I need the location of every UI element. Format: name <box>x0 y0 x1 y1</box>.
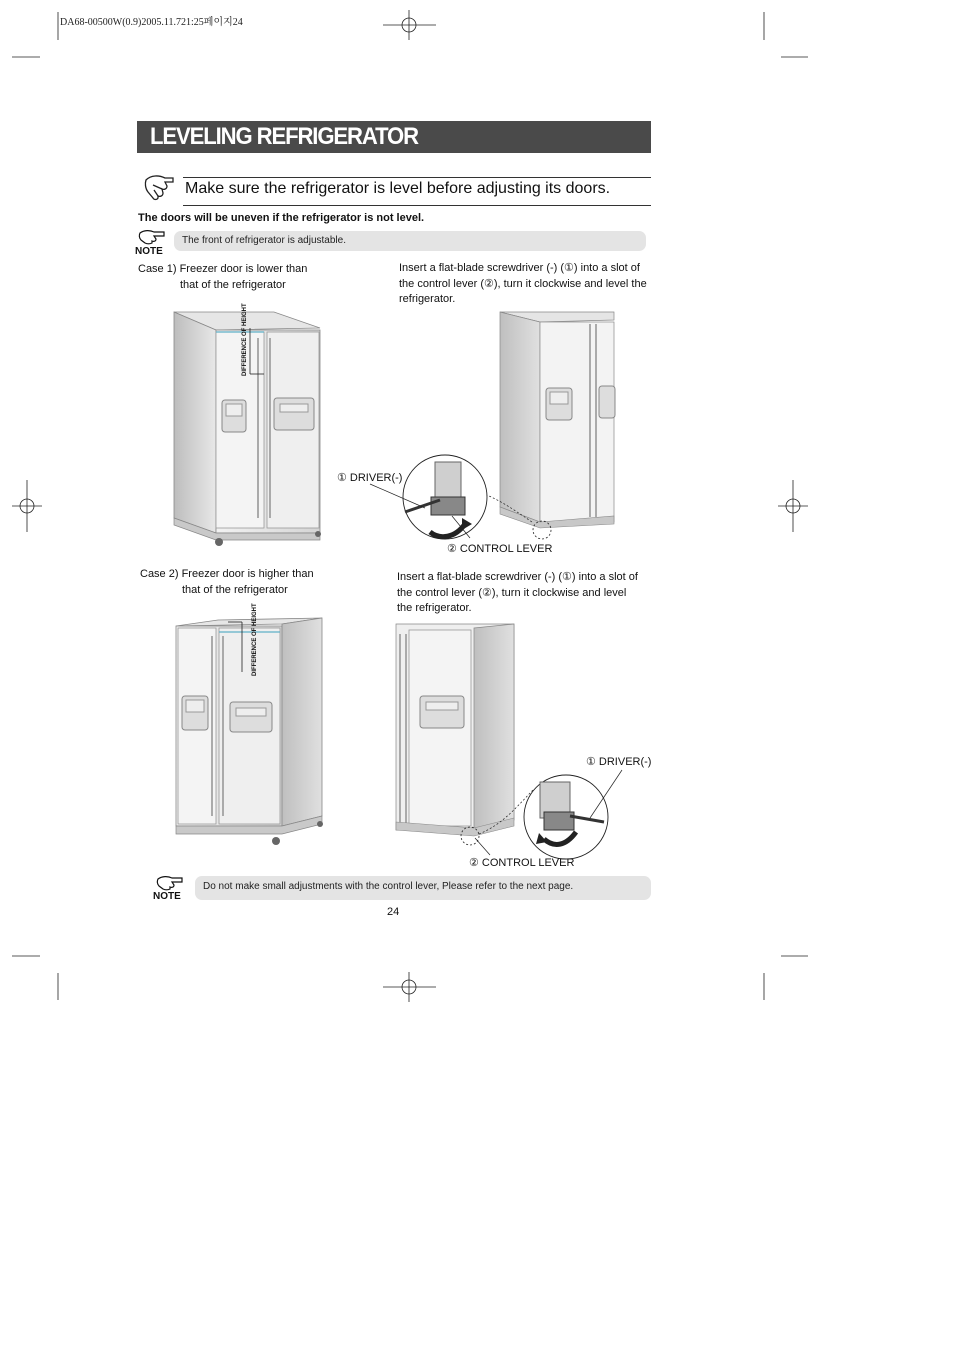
case2-instr-line3: the refrigerator. <box>397 602 472 614</box>
case1-lever-label: ② CONTROL LEVER <box>447 543 553 555</box>
page-number: 24 <box>387 906 400 918</box>
note-box-2: Do not make small adjustments with the control lever, Please refer to the next page. <box>195 876 651 900</box>
page-title: LEVELING REFRIGERATOR <box>150 123 418 150</box>
case1-difference-label: DIFFERENCE OF HEIGHT <box>242 303 248 376</box>
case2-instr-line2: the control lever (②), turn it clockwise and level <box>397 586 627 599</box>
case2-lever-label: ② CONTROL LEVER <box>469 857 575 869</box>
note-hand-icon-2 <box>156 875 184 891</box>
subheading: Make sure the refrigerator is level before adjusting its doors. <box>185 180 611 197</box>
case1-instr-line3: refrigerator. <box>399 293 456 305</box>
case1-instr-line2: the control lever (②), turn it clockwise and level the <box>399 277 647 290</box>
case2-difference-label: DIFFERENCE OF HEIGHT <box>252 603 258 676</box>
case2-line1: Case 2) Freezer door is higher than <box>140 568 314 580</box>
case2-line2: that of the refrigerator <box>182 583 288 596</box>
case2-instr-line1: Insert a flat-blade screwdriver (-) (①) into a slot of <box>397 571 638 583</box>
warning-text: The doors will be uneven if the refrigerator is not level. <box>138 212 425 224</box>
case2-driver-label: ① DRIVER(-) <box>586 756 652 768</box>
case1-instr-line1: Insert a flat-blade screwdriver (-) (①) into a slot of <box>399 262 640 274</box>
case1-line1: Case 1) Freezer door is lower than <box>138 263 308 275</box>
print-code: DA68-00500W(0.9)2005.11.721:25페이지24 <box>60 17 243 28</box>
note-box: The front of refrigerator is adjustable. <box>174 231 646 251</box>
note-label: NOTE <box>135 246 163 257</box>
note-label-2: NOTE <box>153 891 181 902</box>
case1-line2: that of the refrigerator <box>180 278 286 291</box>
case1-driver-label: ① DRIVER(-) <box>337 472 403 484</box>
